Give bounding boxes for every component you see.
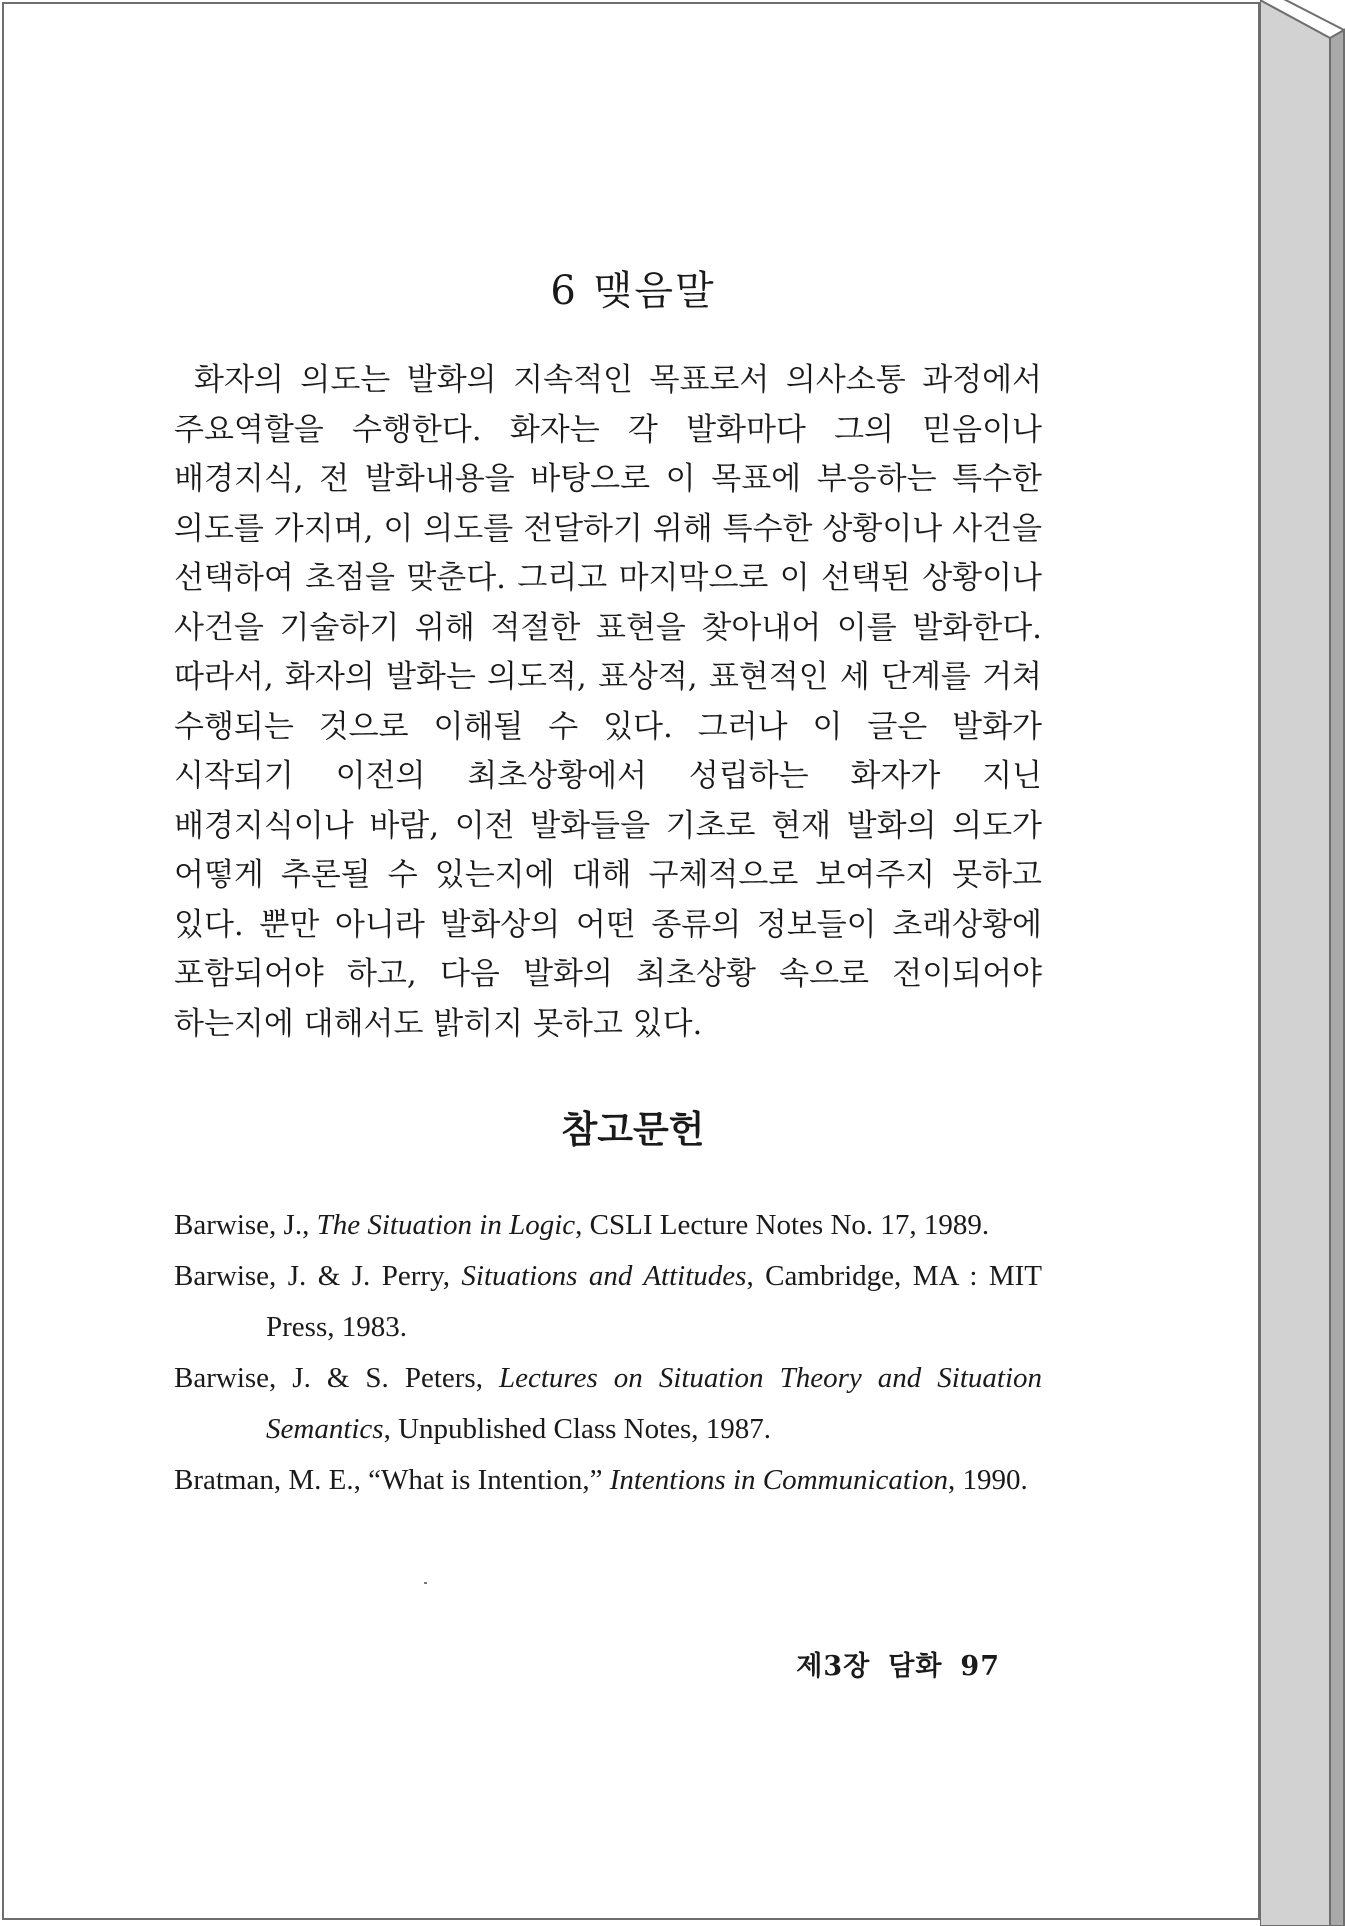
reference-work: The Situation in Logic (316, 1209, 576, 1241)
references-list (174, 1200, 1042, 1506)
spine-face (1260, 0, 1330, 1926)
page (2, 2, 1260, 1920)
book-spine (1260, 0, 1345, 1926)
footer-chapter-title: 담화 (888, 1651, 943, 1682)
reference-authors: Barwise, J. & J. Perry, (174, 1260, 462, 1292)
reference-item (174, 1353, 1042, 1455)
reference-work: Situations and Attitudes (461, 1260, 747, 1292)
spine-shadow (1330, 30, 1344, 1926)
reference-authors: Bratman, M. E., “What is Intention,” (174, 1464, 610, 1496)
section-title-text: 맺음말 (593, 268, 716, 314)
reference-work: Intentions in Communication (609, 1464, 949, 1496)
reference-item (174, 1455, 1042, 1506)
section-number: 6 (550, 268, 578, 314)
print-speck (424, 1582, 427, 1584)
reference-details: , Cambridge, MA : MIT Press, 1983. (266, 1260, 1043, 1343)
reference-details: , CSLI Lecture Notes No. 17, 1989. (575, 1209, 990, 1241)
reference-item (174, 1251, 1042, 1353)
page-footer (796, 1644, 1000, 1683)
reference-authors: Barwise, J. & S. Peters, (174, 1362, 499, 1394)
reference-item (174, 1200, 1042, 1251)
references-title: 참고문헌 (561, 1108, 705, 1151)
reference-details: , Unpublished Class Notes, 1987. (383, 1413, 772, 1445)
section-title (4, 259, 1262, 316)
footer-chapter: 제3장 (796, 1651, 871, 1682)
reference-authors: Barwise, J., (174, 1209, 317, 1241)
reference-work: Lectures on Situation Theory and Situation Semantics (266, 1362, 1042, 1445)
reference-details: , 1990. (948, 1464, 1028, 1496)
page-number: 97 (960, 1651, 1000, 1682)
body-paragraph: 화자의 의도는 발화의 지속적인 목표로서 의사소통 과정에서 주요역할을 수행한다. 화자는 각 발화마다 그의 믿음이나 배경지식, 전 발화내용을 바탕으로 이 목표에 부응하는 특수한 의도를 가지며, 이 의도를 전달하기 위해 특수한 상황이나 사건을 선택하여 초점을 맞춘다. 그리고 마지막으로 이 선택된 상황이나 사건을 기술하기 위해 적절한 표현을 찾아내어 이를 발화한다. 따라서, 화자의 발화는 의도적, 표상적, 표현적인 세 단계를 거쳐 수행되는 것으로 이해될 수 있다. 그러나 이 글은 발화가 시작되기 이전의 최초상황에서 성립하는 화자가 지닌 배경지식이나 바람, 이전 발화들을 기초로 현재 발화의 의도가 어떻게 추론될 수 있는지에 대해 구체적으로 보여주지 못하고 있다. 뿐만 아니라 발화상의 어떤 종류의 정보들이 초래상황에 포함되어야 하고, 다음 발화의 최초상황 속으로 전이되어야 하는지에 대해서도 밝히지 못하고 있다. (174, 362, 1042, 1042)
